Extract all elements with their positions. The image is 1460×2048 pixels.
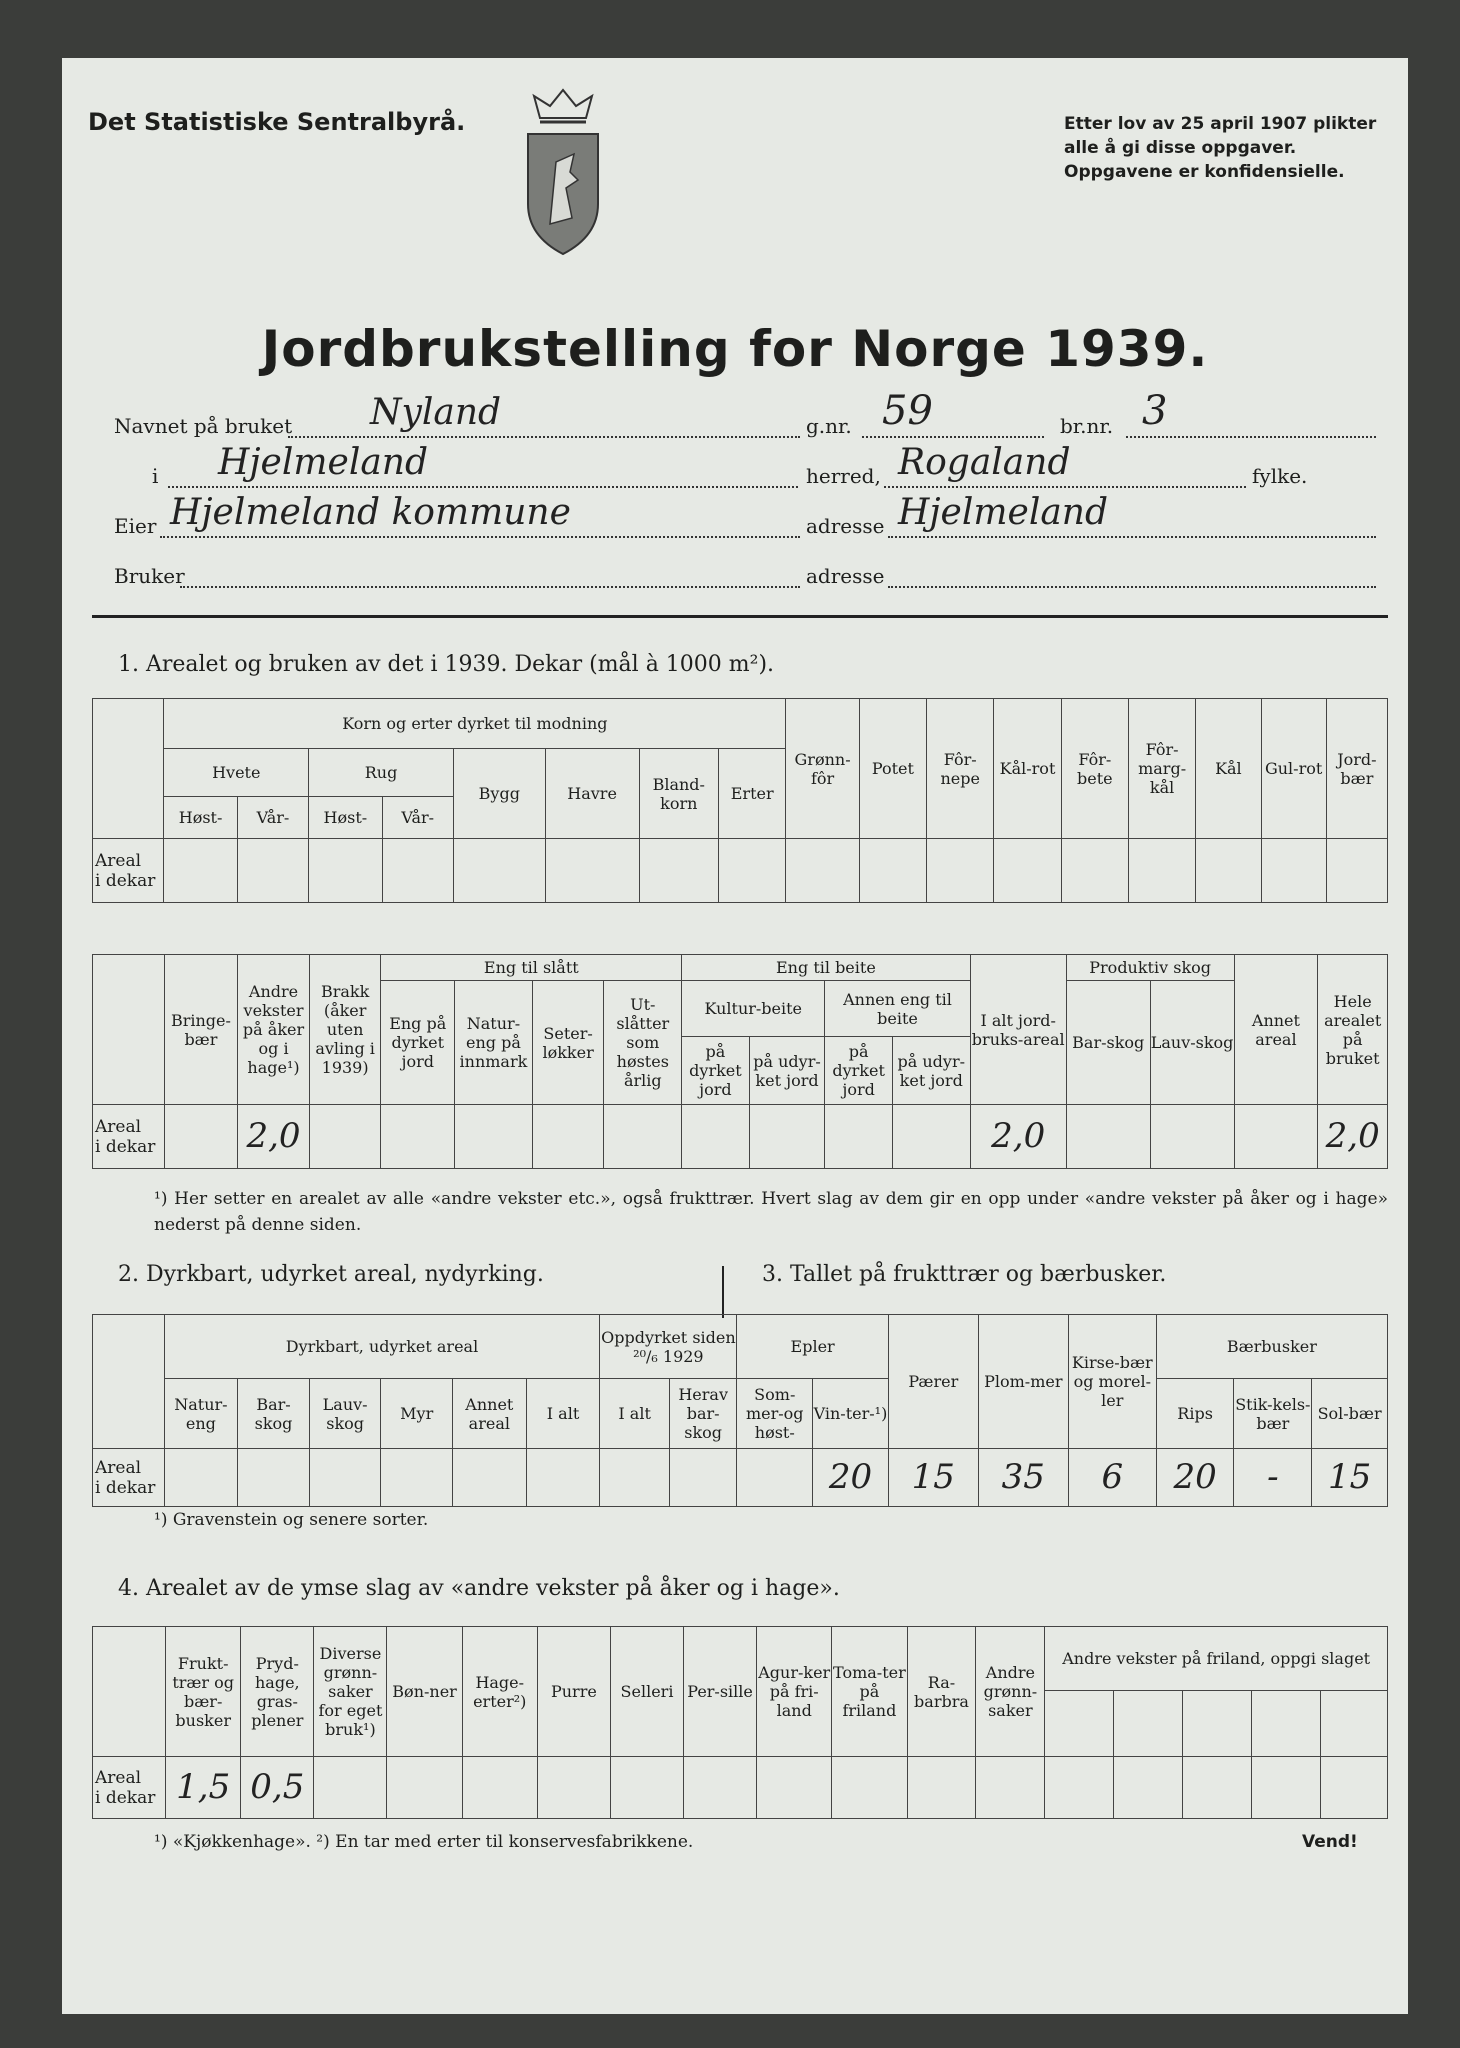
county-field[interactable]: Rogaland xyxy=(898,442,1071,483)
plommer-value[interactable]: 35 xyxy=(978,1449,1068,1507)
section-4-heading: 4. Arealet av de ymse slag av «andre vekster på åker og i hage». xyxy=(118,1576,840,1601)
frukttraer-value[interactable]: 1,5 xyxy=(166,1757,241,1819)
form-title: Jordbrukstelling for Norge 1939. xyxy=(261,320,1209,378)
agency-name: Det Statistiske Sentralbyrå. xyxy=(88,108,466,136)
section-1-table-a: Korn og erter dyrket til modning Grønn-fôr Potet Fôr-nepe Kål-rot Fôr-bete Fôr-marg-kål Kål Gul-rot Jord-bær Hvete Rug Bygg Havre Bland-korn Erter Høst- Vår- Høst- Vår- Areal i dekar xyxy=(92,698,1388,903)
legal-note: Etter lov av 25 april 1907 plikter alle å gi disse oppgaver. Oppgavene er konfidensielle. xyxy=(1064,114,1377,182)
i-alt-jordbruksareal-value[interactable]: 2,0 xyxy=(970,1105,1066,1169)
farm-name-label: Navnet på bruket xyxy=(114,414,293,438)
table-row: Areal i dekar 1,5 0,5 xyxy=(93,1757,1388,1819)
fylke-label: fylke. xyxy=(1252,464,1308,488)
korn-group-header: Korn og erter dyrket til modning xyxy=(164,699,786,749)
section-2-3-table: Dyrkbart, udyrket areal Oppdyrket siden ²⁰/₆ 1929 Epler Pærer Plom-mer Kirse-bær og morel-ler Bærbusker Natur-eng Bar-skog Lauv-skog Myr Annet areal I alt I alt Herav bar-skog Som-mer-og høst- Vin-ter-¹) Rips Stik-kels-bær Sol-bær Areal i dekar 20 15 35 6 20 - 15 xyxy=(92,1314,1388,1507)
gnr-field[interactable]: 59 xyxy=(882,388,933,434)
section-2-footnote: ¹) Gravenstein og senere sorter. xyxy=(154,1510,429,1530)
brnr-field[interactable]: 3 xyxy=(1142,388,1168,434)
user-address-label: adresse xyxy=(806,564,885,588)
vinter-epler-value[interactable]: 20 xyxy=(813,1449,889,1507)
table-row: Areal i dekar xyxy=(93,839,1388,903)
prydhage-value[interactable]: 0,5 xyxy=(241,1757,314,1819)
herred-label: herred, xyxy=(806,464,881,488)
kirsebaer-value[interactable]: 6 xyxy=(1068,1449,1156,1507)
andre-vekster-value[interactable]: 2,0 xyxy=(238,1105,310,1169)
section-4-footnote: ¹) «Kjøkkenhage». ²) En tar med erter til konservesfabrikkene. xyxy=(154,1832,694,1852)
section-1-table-b: Bringe-bær Andre vekster på åker og i hage¹) Brakk (åker uten avling i 1939) Eng til slått Eng til beite I alt jord-bruks-areal Produktiv skog Annet areal Hele arealet på bruket Eng på dyrket jord Natur-eng på innmark Seter-løkker Ut-slåtter som høstes årlig Kultur-beite Annen eng til beite Bar-skog Lauv-skog på dyrket jord på udyr-ket jord på dyrket jord på udyr-ket jord Areal i dekar 2,0 2,0 2,0 xyxy=(92,954,1388,1169)
stikkelsbaer-value[interactable]: - xyxy=(1234,1449,1312,1507)
owner-label: Eier xyxy=(114,514,157,538)
gnr-label: g.nr. xyxy=(806,414,852,438)
section-1-heading: 1. Arealet og bruken av det i 1939. Dekar (mål à 1000 m²). xyxy=(118,652,775,677)
municipality-field[interactable]: Hjelmeland xyxy=(218,442,429,483)
solbaer-value[interactable]: 15 xyxy=(1312,1449,1388,1507)
in-label: i xyxy=(152,464,159,488)
eng-beite-header: Eng til beite xyxy=(682,955,970,981)
hele-arealet-value[interactable]: 2,0 xyxy=(1318,1105,1388,1169)
section-2-heading: 2. Dyrkbart, udyrket areal, nydyrking. xyxy=(118,1262,544,1287)
user-field[interactable] xyxy=(180,586,800,588)
section-3-heading: 3. Tallet på frukttrær og bærbusker. xyxy=(762,1262,1167,1287)
section-1-footnote: ¹) Her setter en arealet av alle «andre vekster etc.», også frukttrær. Hvert slag av dem gir en opp under «andre vekster på åker og i hage» nederst på denne siden. xyxy=(154,1189,1388,1235)
farm-name-field[interactable]: Nyland xyxy=(370,392,502,433)
coat-of-arms-icon xyxy=(520,84,606,258)
eng-slatt-header: Eng til slått xyxy=(381,955,682,981)
owner-address-field[interactable]: Hjelmeland xyxy=(898,492,1109,533)
other-crops-header: Andre vekster på friland, oppgi slaget xyxy=(1045,1627,1388,1691)
brnr-label: br.nr. xyxy=(1060,414,1114,438)
user-label: Bruker xyxy=(114,564,185,588)
owner-field[interactable]: Hjelmeland kommune xyxy=(170,492,571,533)
section-4-table: Frukt-trær og bær-busker Pryd-hage, gras-plener Diverse grønn-saker for eget bruk¹) Bøn-ner Hage-erter²) Purre Selleri Per-sille Agur-ker på fri-land Toma-ter på friland Ra-barbra Andre grønn-saker Andre vekster på friland, oppgi slaget Areal i dekar 1,5 0,5 xyxy=(92,1626,1388,1819)
table-row: Areal i dekar 20 15 35 6 20 - 15 xyxy=(93,1449,1388,1507)
parer-value[interactable]: 15 xyxy=(888,1449,978,1507)
table-row: Areal i dekar 2,0 2,0 2,0 xyxy=(93,1105,1388,1169)
owner-address-label: adresse xyxy=(806,514,885,538)
user-address-field[interactable] xyxy=(888,586,1376,588)
turn-page-note: Vend! xyxy=(1302,1832,1358,1852)
form-page xyxy=(62,58,1408,2014)
rips-value[interactable]: 20 xyxy=(1156,1449,1234,1507)
dyrkbart-group-header: Dyrkbart, udyrket areal xyxy=(164,1315,600,1379)
